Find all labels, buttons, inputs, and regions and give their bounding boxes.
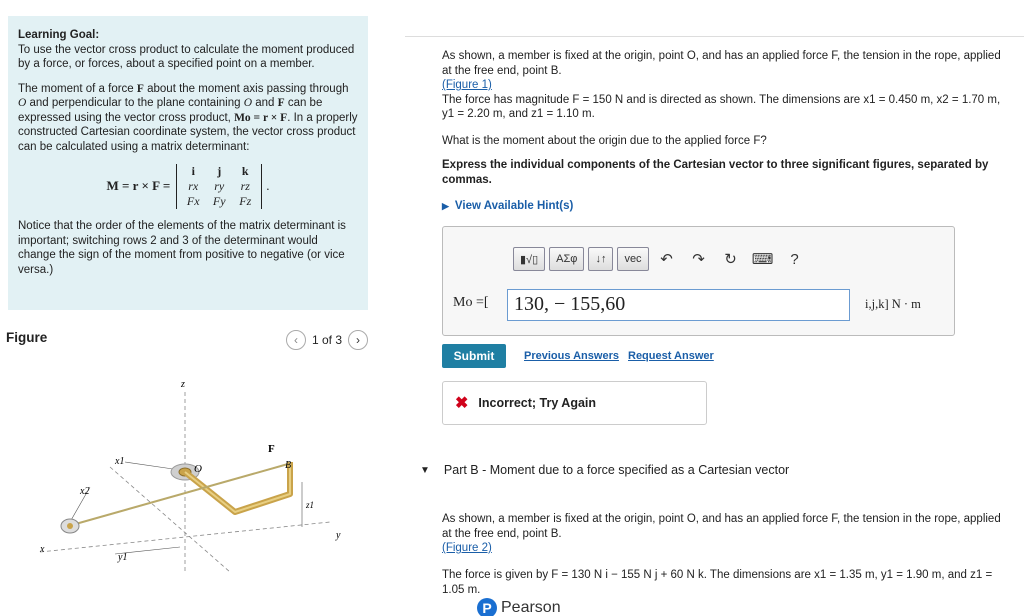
- label-y: y: [336, 530, 341, 541]
- label-B: B: [285, 460, 292, 471]
- divider: [405, 36, 1024, 37]
- answer-input[interactable]: 130, − 155,60: [507, 289, 850, 321]
- pearson-logo-icon: P: [477, 598, 497, 616]
- redo-icon[interactable]: ↷: [692, 251, 705, 268]
- label-x2: x2: [80, 486, 90, 497]
- label-x1: x1: [115, 456, 125, 467]
- learning-goal-box: [8, 16, 368, 310]
- answer-unit: i,j,k] N · m: [865, 297, 921, 311]
- matrix-cell: rz: [240, 179, 250, 193]
- request-answer-link[interactable]: Request Answer: [628, 350, 714, 362]
- label-O: O: [194, 463, 202, 475]
- x-axis: [110, 467, 230, 572]
- matrix-cell: Fy: [212, 194, 226, 208]
- matrix-cell: k: [241, 164, 249, 178]
- moment-text-5: can be expressed using the vector cross product,: [18, 97, 323, 124]
- matrix-lhs: M = r × F =: [106, 178, 171, 194]
- moment-text-1: The moment of a force: [18, 82, 137, 95]
- moment-text-6: . In a properly constructed Cartesian coordinate system, the vector cross product can be calculated using a matrix determinant:: [18, 111, 358, 153]
- chevron-left-icon: ‹: [293, 333, 298, 347]
- figure-title: Figure: [6, 330, 48, 345]
- brand-text: Pearson: [501, 599, 561, 616]
- label-z1: z1: [306, 500, 315, 510]
- feedback-text: Incorrect; Try Again: [478, 396, 597, 410]
- matrix-tail: .: [266, 178, 270, 194]
- moment-O1: O: [18, 97, 27, 109]
- figure-diagram: [30, 372, 360, 612]
- submit-button[interactable]: Submit: [442, 344, 506, 368]
- previous-answers-link[interactable]: Previous Answers: [524, 350, 619, 362]
- figure1-link[interactable]: (Figure 1): [442, 79, 492, 91]
- undo-icon[interactable]: ↶: [660, 251, 673, 268]
- moment-F: F: [136, 82, 144, 95]
- prev-figure-button[interactable]: [286, 330, 306, 350]
- matrix-cell: ry: [214, 179, 225, 193]
- keyboard-icon[interactable]: ⌨: [751, 251, 774, 268]
- partB-text-1: As shown, a member is fixed at the origin, point O, and has an applied force F, the tension in the rope, applied at the free end, point B.: [442, 513, 1001, 540]
- hint-label: View Available Hint(s): [454, 200, 574, 212]
- label-F: F: [268, 443, 275, 455]
- partB-header[interactable]: [420, 463, 789, 477]
- moment-equation: Mo = r × F: [234, 111, 288, 124]
- pager-text: 1 of 3: [311, 333, 342, 347]
- partB-description: [442, 512, 1012, 556]
- answer-label: Mo =[: [453, 295, 489, 310]
- matrix-cell: j: [217, 164, 222, 178]
- moment-paragraph: [18, 82, 358, 155]
- figure-pager: [286, 330, 368, 350]
- next-figure-button[interactable]: [348, 330, 368, 350]
- moment-text-2: about the moment axis passing through: [143, 82, 349, 95]
- partA-text-2: The force has magnitude F = 150 N and is directed as shown. The dimensions are x1 = 0.450 m, x2 = 1.70 m, y1 = 2.20 m, and z1 = 1.10 m.: [442, 93, 1001, 120]
- matrix-determinant: [18, 164, 358, 209]
- matrix-cell: rx: [188, 179, 199, 193]
- reset-icon[interactable]: ↻: [724, 251, 737, 268]
- matrix-cell: i: [191, 164, 195, 178]
- answer-box: [442, 226, 955, 336]
- partA-text-1: As shown, a member is fixed at the origin, point O, and has an applied force F, the tension in the rope, applied at the free end, point B.: [442, 50, 1001, 77]
- moment-O2: O: [243, 97, 253, 109]
- goal-text: To use the vector cross product to calculate the moment produced by a force, or forces, about a specified point on a member.: [18, 43, 355, 70]
- matrix-cell: Fx: [186, 194, 200, 208]
- caret-right-icon: ▶: [442, 200, 449, 211]
- vec-button[interactable]: vec: [617, 247, 648, 271]
- moment-F2: F: [277, 97, 285, 109]
- instruction-text: Express the individual components of the Cartesian vector to three significant figures, separated by commas.: [442, 159, 989, 186]
- pearson-brand: [477, 598, 561, 616]
- view-hints-toggle[interactable]: [442, 200, 573, 212]
- label-x: x: [40, 544, 45, 555]
- partA-description: [442, 49, 1012, 122]
- right-panel: [405, 0, 1024, 616]
- moment-text-4: and: [252, 97, 278, 109]
- caret-down-icon: ▼: [420, 464, 430, 476]
- label-y1: y1: [118, 552, 128, 563]
- close-icon: ✖: [455, 395, 469, 412]
- sort-button[interactable]: ↓↑: [588, 247, 613, 271]
- chevron-right-icon: ›: [356, 333, 360, 347]
- matrix: [176, 164, 262, 209]
- help-button[interactable]: ?: [790, 250, 799, 268]
- math-toolbar: [513, 247, 809, 271]
- templates-button[interactable]: ▮√▯: [513, 247, 545, 271]
- partB-label: Part B - Moment due to a force specified as a Cartesian vector: [443, 463, 790, 477]
- figure-header: [6, 330, 368, 354]
- anchor-ring: [67, 523, 73, 529]
- feedback-box: [442, 381, 707, 425]
- notice-text: Notice that the order of the elements of the matrix determinant is important; switching rows 2 and 3 of the determinant would change the sign of the moment from positive to negative (or vice versa.): [18, 220, 346, 276]
- partB-text-2: The force is given by F = 130 N i − 155 N j + 60 N k. The dimensions are x1 = 1.35 m, y1 = 1.90 m, and z1 = 1.05 m.: [442, 569, 993, 596]
- greek-button[interactable]: ΑΣφ: [549, 247, 584, 271]
- left-panel: [0, 0, 375, 616]
- question-text: What is the moment about the origin due to the applied force F?: [442, 135, 767, 147]
- figure2-link[interactable]: (Figure 2): [442, 542, 492, 554]
- matrix-cell: Fz: [239, 194, 252, 208]
- label-z: z: [181, 379, 185, 390]
- goal-title: Learning Goal:: [18, 29, 100, 41]
- moment-text-3: and perpendicular to the plane containing: [26, 97, 244, 109]
